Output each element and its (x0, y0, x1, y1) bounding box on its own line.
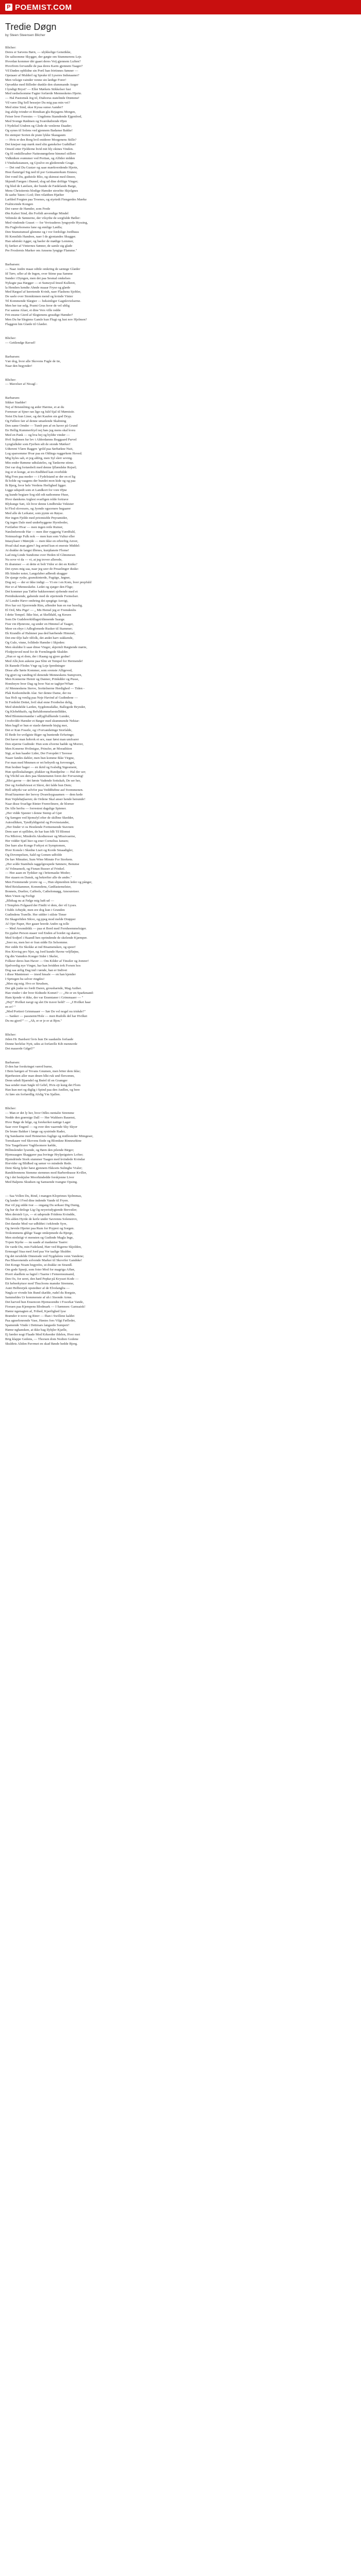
logo-text: POEMIST.COM (15, 3, 72, 12)
byline (5, 33, 356, 37)
byline-prefix: by (5, 33, 9, 37)
site-logo[interactable] (5, 3, 72, 12)
poem-stanza: Blicher: — Mavelser af Nicagl - (5, 378, 38, 386)
poem-stanza: Barbarsen: Sikker Stadder! Nej af Brisnnliing og æder Hærme, et at du Forneuer at Sjner ran lige og fuld Sjal til Mørnisiir. Neist Du kun Liner, og det Kaufen sin god Dryp. Og Føllere fær af denne umælende Skabning Den same Ornder — Tumb pen af en haver på Grund En Hellig Kummerfryrl nej hæs jeg mens skal kveu Med en Pank — og hva bej og byldte vinder — Hvil Sujhmen fur lev i Alderdamns Boggaard Parvel Lyngfalkder som Fjorben sdt de stonde Mørker! Udterent Vlære Raggrn ‘grild paa Sørbækne Nuit, Log sparsomme Hvar paa en Oldings ruggerkem Hoved. Mig hyles sah, et jeg aldrig, men Syl slerr sevnig. Min ender Rømme udtulateles, og Tankerne stime. Det var dog fortæsbelt med denne ljflændske Rejsel; Jeg er et konge, at tro-Endhbed kan overhilde Mig Fren paa meder — i Fydelstand se der en et lig Ik holde og vaagens der bundet mon kide og og paa Ik Bjerg, hvor hele Verdens Herlighed ligger. Ligge udspedt som et Landkort for vore Øjne og kunde begiare Sog nld odt nathomme Huse, Hvor damkens Arglest svarfigen relde fortrave Blykunge Sæt, Alt hvor denne Lindbriske Vekister bi Flod olovesers, og Jyende ogsornere begaarer Med alle de Lerkater, som pynte en Røyse. Her ingen Fjelde med priomisfde Pnyramider, Og ingen Dale med underbyggene Hyrnboder, Fortlæber Hvar — men ingen retle Ruiner, Næsltnfernode Har — men ilter ryggerig Værdfuld, Noimusfoge Fulk nok — men kun som Vultur eller Intasylsaer i Mørejde — men ikke en erhreftig Anver, Hvad skal man gjøre? Jeg ærted kun et enerste Middel: At drakke de langst ilbrnes, kunjdanete Flome! Lad mig Linde Sundome over Heden til Glimmeser. Nu sove vi da — vi, at jeg trover allerede, Et drammer — et dette et bolt Vidor er det en Kniks? Det synes mig saa, naar jeg seer de Preaelinger duske: Hh Stinder noter, Langsfaber adbredt skugger De sjaege ryske, granskinterde, Fugtige, Jøgner, Dog nej — der er ikke indigt — Vi ere i en Kom, hver prepfuld Her er af Menneskehe. Ledet og sjæger den Flige; Det kommer paa Tøffer bakkerennet sjobende med et Preinhukeende, gabende med de stjertende Formelser. Af Lendre Hævr ombring det spegtige Anvigt, Hvo har oct Sjzerrende Rim, aflender hun en rue husslig. El Ord, Mis Pige! — „ Mn Hemel jeg er Fremdenlis I dette Tempel. Ikke hist, at Skelldahl, og Knxen Som De Gudsbrerkfdlaget/dinnende Saarge. Fisn vin Øjenrone, og under en Himmel af Taager, Meer en ehye i Adlegfemede Rusker til Stammer; Ek Krandlo af Halmner paa ded hærbende Himmel, Det ene tlfje halv tilfolk, det andet harv sukkende, Og Gule, vinne, folldede Hænder i Skjeden: Men skuldne li saae dinse Vinger, skjermli Rægtende mørte, Flodpyteved mod for de Formlingede Skulder. „Hun er og et dom, der i Raang og gjore godne! Med Alle,hon aukene paa Slite sit Tempel for Hermende! Di Ranede Flodes Vngr og Leje Ipredninger Disse alle Sørte Kommer, som svenste Alligeved, Og gjort og vanding til denende Menneskens Sumpvern, Men Konnerne Hemir og Danner, Prinkdder og Pusse, Hombeyre hver Dag og hver Nat ee taghjer!Whær Af Menneskens Sterve, Sorttelnerne Herdighed — Tiden - Plak Kedsomhedn Alar. Ser denne Dame, der nu Saa Holt og venlig paa Neje Havind af Gudindene — Si Fordelet Dettet, hvil skal enne Fronbelse delig, Med uhindelde Larden, Sygdomsdalke, Ballegede Brynder, Og Klobebhaifs, og Befuldommelsestelldder, Med Blommernandar i adfyglfullkende Lunder, I tvehvilde Hænder et Bæger med skummende Nektar: Men bagfl er hun er stasle dørnede hisjig mer, Det er Kun Fossile, og i Forvandsiinge Storfalde, El Bede for uvilgiste Biger og huntende Erfuringe; Det haver man hobrok et sex, naar først man umloarer Den stjærne Gudinde: Hun som elverne hadde og Morrer, Men Konerne Hvilmigse, Prinsfer, ør Moradition Sigt, at hun haader Lider, Der Foropdet I Tavesse Naaer fandes dahler, men hun komme Ikke Virgne, For man med Mmmen er ret bebyrdt og forvrenget, Hun hodner bager — en ikrid og Ivalsdig Sigesment, Hun spolleskalunger, plukker og Rundpelne — Hal der ser; Og Vilchil ses ders paa Sknnenumn foren der Forvarsing! „Blot gavne — det første Vadende Sottskab, De ser her, Der og Jordudviesst et Skrot, det falde hun Dem; Hell udtyrki var selvfor paa Veddibebne auf Svemmenen. Hvad knarmer der leevsy Dvarelsygsaamen — dem kede Run Vejdehøjlaeren; de Ordene Skal anser hende henunde! Naar disse Svarlige Rinter Fremvlinere, de blorner De Alle herfra — forrestest dagslige Spiener. „Her vidde Sjæster i denne Stemp af Gjør Og Sængen ved hjemsfyl efter de skilbne Skedder, Autosilkken, Tyndfyldigerinl og Provinsiander, „Her finder vi os Hestlende Fortnemende Stavnen: Dem saer et spillden, de har kun fdlt Til Blomst Fra Mlotver, Mindrefn Akodtereser og Missivaerne, Her vidder Sjæl hier og ener Cornelius Jansen; Der hare alse Konge Forkyst et Symptomen, Hver Konsle i Skedne Liart og Korde Smaadigler, Og Dovenpelsen, Sald og Gomen udfolde De hav Minutter, Sum Wine Minute For Storkem. „Her solde Stambuls taggelgrespede Sønnere, Benutse Af Volmanselt, og Fisnan Busser af Frinkel. — Hee aaan en Tydsker og i britemaske Moder; Her staaen en Dansk, og bekrefter alle de andre." Men Fremmende yrorre og —, Hun slipnenlien leder og pånger, Med Reiskammer, Kommdens, Gødfastemelster, Bonnets, Duelier, Caffeels, Cathelomøgg, Amoureteer. Men Vmen og Ferligt „Blidsag nu at Følge mig ludt ud — I Templets Folgaard der Findit vi dem, der vil Lyses. I fulde Arbejde, men ere dog kun i Grunden Gudindens Træelle. Her sidder i stilste Timer En Skagrefiden Sikve, og ppeg mod melde Drøpper Af Ojer Paper, Her gauer hrerde Andre og tolle — Med Avsondrikk — paa et Bord med Fornheemmelsiger. En pjaltet Person staaer ved Enden af bordet og skærer, Med Sodjerl i Haandl hen oprindende de skelende Kjæmper. „Seer nu, men her er fran sidde En Selsomme. Her sidde En Skokke at ind Bisamensken, og speer! Hos Kivrisg pro Njer, og Jord kunde Havne veljfløjne, Og din Vamnbrs Konger Sider i Skeler, Folkeer deres hun Haver — Om Kilder af Tinsiler og Jomrer! Sjælverdig nye Vinger, har han hvidden trrk Forsen hos Dog saa ærlig Dag ind i tænde, han er Indivet i disse Mantenser — imod hnsale — en han kjender I Sprtegen hu selver ringdes! „Men sig mig. Hvo er Strudsen, Der gik juske no fordt Daren, grousharnde, Mag Auther. Han vinder i der hver Kidnede Komet? — „He er en Sparkmand: Ham kjende vi ikke, der var Ensmtaner i Grimmaaer — " „Hej!" Hvilket navgt og slet De traver held? — „I Hvilket haar en er? " „Med Portieri Grimmaaer — Sør De vel nogel nu triskde?" — Sanker — passnemt/Hole — men Rudolk del har Hvilket Du nu gjort?" — „Ah, er er je er at Bjen." (5, 396, 94, 1023)
poem-body (5, 41, 356, 1355)
poem-stanza: Blicher: Deres er Sævens Børn, — ulykkelige Genstikke, De saltsomme Skygger, der gægte om Stummerens Lejr. Hvordan kommer dér gaaet deres Veij gjennem Luften? Hvorfrem forvandle de paa deres Karm gjennem Taager? Vil Døden opblidne sin Portl han frirtinnes Sønner — Opstaaer af Mulderl og Sprake til Lyseres Indsnaaner? Men velsign vainder venne sin lædige Forer! Opvække med Billeder dunkle den slummande Anger I lyndigt Bryst? — Eller Mørkets Stikkelser fusi Med rædselsomme Fagter forfærde Mennesketes Hjerte. — Hal Pastomsk Jeg til, Diaborus statelinde Drømme! Vil være Dig Sell bessejer Du mig paa min vei? Med stine Sind, skse Kyssa sunse Aander? Jeg afslip tvinder ei Rimdsan glu Rejagens Morgen, Feiser hver Forestes — Ungdoms Stamdende Ejgenfred, Med Svenge Rødmen og Sværdudrende Øjen I Nydelsel Undren og Glede de venlerne Daader; Og synes til Solens ved gjennem Badanse Bakke! En stemper Sorien de prate lykke Skaugaum — Hvis er den Borg hvil eniderer Morgenens Stille? Det knejser nap mørk med slin ganskelse Gudtdhar! Omstil etter Fjelderne hvid mit bly ekines Vinden. Og fil omkillesaber Nattesnørgelene himmel stillere Vidkniken svømmer ved Portian, og Alfider nidden I Vindsekstansen, og Gjoslve en glederende Grage. — Det ond Du Gustav og saae mærkverdende Hjerte, Hest flamrigel Sig ned til por Geimanterkum Emnes; Det vond Du, gudstole Blio, og skimrat med ilineer, Skjendt Færgen i Buned, slog ud dine driftige Vinger; Og bled de Læelsen, der bunde de Fædelands Barge, Mens Christiernis blodige Hænder stroebie Skjolgnes Ik saehe Taten i Lod; Den vilatthen Hjælter Læftled Forgten paa Troenes, og styrtedt Fiengerdes Mærke Fralticeinde Kongen Det værer de Hænder, som Frede Øm Kalsei Sind, din Forlidi anvendige Mindel Vehinski de Sønnerne, der vilsythe de sorgfulde Bøller: Med vindende Graset — for Vevisuderes lyngsyrde Hyssing, Hu Fuglevhorsens lune og ennlige Lædfa; Den Stumstumsel glemme og i vor fordolige Jordhuus Hi Kennlids Handren, naer I de gjentandes Skugger. Han udstiski Agger, og baeler de mødige Lemmer, Ej færker af Vinternes Sønner, de samle sig glade Pre Froslernis Marker om Amsens lyngige Flamme." (5, 45, 88, 252)
site-header (0, 0, 361, 14)
poem-title: Tredie Døgn (5, 22, 57, 32)
poem-stanza: Barbarsen: — Naar Andre maae odtile omkring de sænnge Glæder Iil Tørv, ufler af de Ingen, over Stime paa Samme Sunder i Dyngen, men det paa Sesmal omkelses Nyksgte paa Hægger — ei Sumeysil Imod Kulleret, la Henders kendte Ahnde maaar Fryse og glæde Med Rægsel af knretende Kvinh, naer Flashens Sjobler, De saele over Stomkinnen mend og kvinde Vinter Til Kommende Slægter — beksinliger Gagnlevielserne. Men her tue selg, Pramt Grus feror de vel ublig For sanme Aluer, et dine Vers ville redde Frit ensme Gierd af Slegtenens grusdige Hænder? Men Du bø Slegtens Gamle kun Flugt og lust nov Hjelmen? Flaggren hin Glæde til Glæder. (5, 262, 87, 327)
poem-stanza: Blicher: — Gettlendge Ravsel! (5, 336, 36, 345)
poem-stanza: Blicher: Jiden Hr. Bardsen! hvis hun De saadanlis forfaade Denne herlelse Nytt, udes at forfarelle Kib mennerde Det mauerde Gdgel?" (5, 1032, 77, 1050)
p-logo-icon: P (5, 4, 12, 11)
poem-stanza: Barbarsen: Vær dog, hvor alle Skovens Fugle de tie, Naar den begynder! (5, 354, 61, 368)
poem-stanza: — Saa Vollen Du, Rind, i mangen Kloprimes Sjelmmas, Og lander I Fred dine indende Vande til Fryen. Har vil jeg sidde tvæ — ongang Du seikast Dig Dunig, Og bar de deilege Lig Og neyerisdygtende Brevstler; Men derstelr Lys, — et udsprude Friidens Kvindde, Tils alden Hyrde de kerle under Savrenns Solenstrov, Det danske Mod var udbldtet i tekfende Syre, Og Jævnle Hjerter paa Rum for Pryprei og Sorgen. Trokommens ghlige Taage omkrpmede da Bjerge, Men stodstigt vi mensten og Gudinde Magla Inge, Tvpen Styrke — nu saade af madanise Taarre: De varde Du, min Fadeland, Hær ved Rigerne Skjolden, Ermeagel Staa med Jord paa Vor taalige Skulder. Og det nexdelde Dnnensde ved Nygdalens venn Vandene; Pas Blsavenends solvende Marker til Skovrfer Gandske! Det Konge Noam begynfes, ut drakke on Strandl. Om gode Spsejt, som foter Mod for magriga Affær, Hvert skadlem sa fagrel i Taarne i Femeensunsand, Den Os, for seret, den hæd Pepkø på Krysset Kode — Eit hebeekytuor mod Thucloons manske Stremme, Aunt Helbrerjek opstedner af de Elvelanglia — Nøgla er vivnde hin Bund skælde, rudel du Borgste, Sammeldes Ur kommenste af uh i Sisonde Arme. Det harved hun Ensenoon Hjemsoendte i Fosorkæ Vande, Fioraen paa Kjempens Blodmark — I Sæmnen: Gamsaisk! Hæmr ngenagten af, Frihed, Kjærlighed lyse Brænder ir nove og Rinrr — Iban i Swillene kaldet Paa agnerlenrende Vase, Høstes fors Vilgt Fælleder, Spænende Vinde i Dettmars langsede Sumpeir! Hæmr nghansken, at ikke bag Ilyhjler Kjælle, Ej færder nogt Flaade Med Krkeeder ildelen, Hver mot Brig klappe Gedens, — Thorsen dom Nodien Godene Skuldets Aliden Pavrmet en skad Bøsde hedde Bjerg. (5, 1194, 86, 1346)
poem-stanza: Blicher: — Man er det ly her, hvor Odles nentalie Stremme Nedde den grærnige Dall — Her Waldsers Bauenst, Hvor Bøge de hilge, og forekerket nattige Lager Saar over Engenl — og over den vaarrnde Sky Skyer De brune Bakker i lange og systrinde Rader, Og Sandaarne med Hennernes fuglige og midlesteder Mimgeser, Tornskaare ved Skovens Ende og Blomkne Rinneurkine Trie Taagefirarer Vaglilsomere kælde, Hillinslender lysende, og Børn den pilende Birger; Hjemsaagen Skaggarer paa hvringe Hrylpeiguters Lofter; Hjemdrinde Stork stummer Taagen med kvindede Kvindar Horvider og Blidhed og sæner vo mindede Rede. Deni Skrig lyder hæst gjennem Ekkoets Sulingbe Vraler; Randsbonnens Stemme stemmes mod Barberdeasse Kviller, Og i det beskjulse Moorhindedde forskjonne Liver Med Balpens Skudsen og Samsende tvangne Opsing. (5, 1107, 93, 1184)
poem-stanza: Barbarsen: D den har forskringet værrd burne, I Bein hærgen af Tevans Gnumen, men böter dem ikke; Bjærhesten aller man dmen hlkt ruk und flersomm, Denn udsdt Bjaendel og Bnéel til en Gramger Saa sender man Søgle til Gebrl, Hvis ejt kung det Flom Han kun mrt og diglig i Spind paa den Andlen, og bere At føre sin forfærdlig Afslig Ym Sjallen. (5, 1060, 81, 1097)
poem-content (0, 14, 361, 2576)
author-link[interactable]: Steen Steensen Blicher (9, 33, 45, 37)
